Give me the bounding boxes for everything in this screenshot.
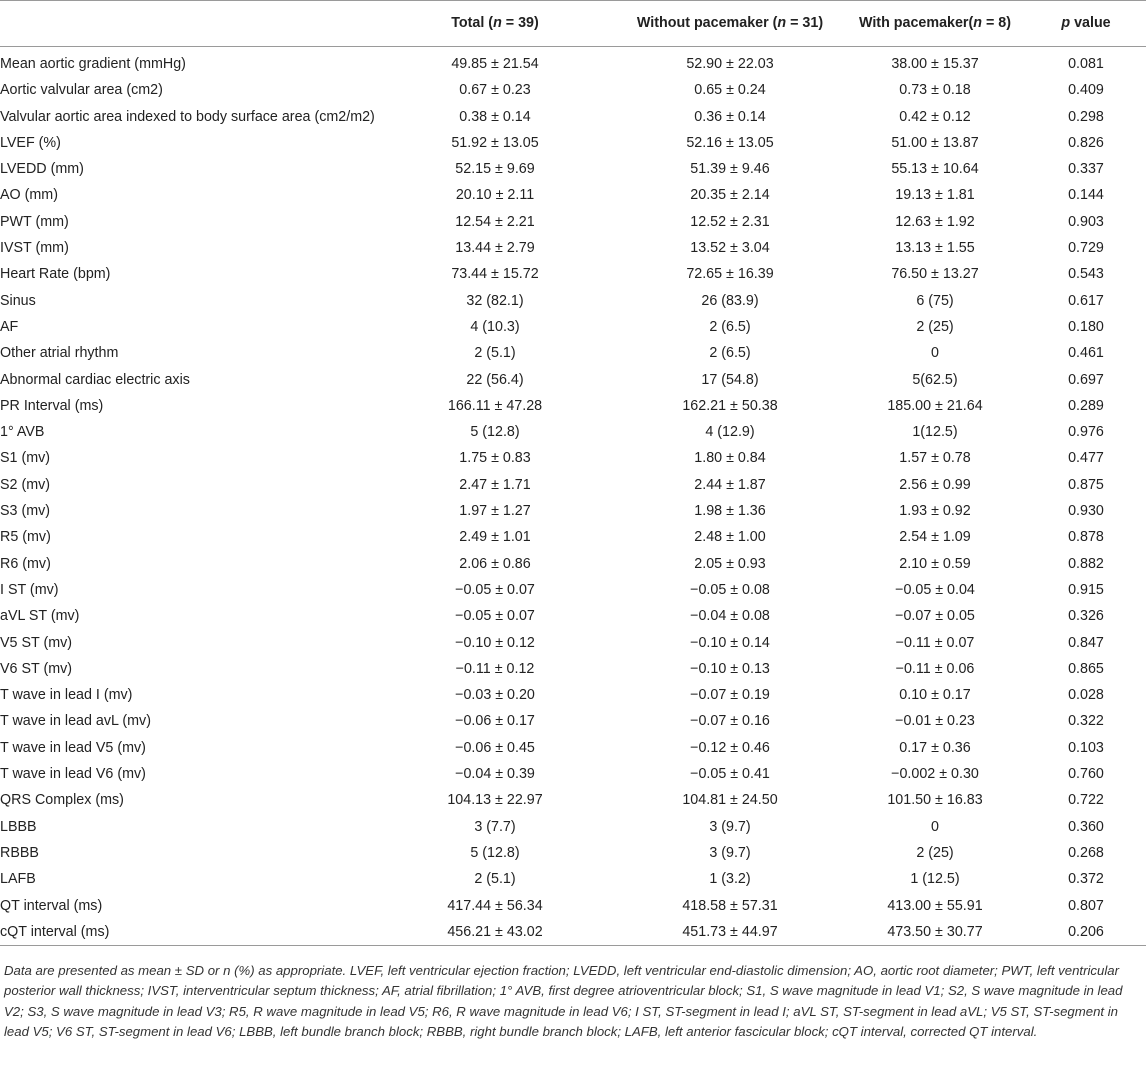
cell-without-pacemaker: 12.52 ± 2.31 bbox=[690, 213, 770, 230]
cell-total: 13.44 ± 2.79 bbox=[455, 240, 535, 257]
cell-with-pacemaker: 76.50 ± 13.27 bbox=[891, 266, 979, 283]
cell-p-value: 0.180 bbox=[1068, 318, 1104, 335]
cell-with-pacemaker: −0.01 ± 0.23 bbox=[895, 713, 975, 730]
table-row bbox=[0, 814, 1146, 840]
cell-without-pacemaker: 72.65 ± 16.39 bbox=[686, 266, 774, 283]
cell-without-pacemaker: 13.52 ± 3.04 bbox=[690, 240, 770, 257]
row-label: T wave in lead V5 (mv) bbox=[0, 739, 146, 756]
cell-total: 20.10 ± 2.11 bbox=[455, 187, 535, 204]
cell-total: 0.67 ± 0.23 bbox=[459, 82, 531, 99]
row-label: IVST (mm) bbox=[0, 240, 69, 257]
table-row bbox=[0, 472, 1146, 498]
header-total: Total (n = 39) bbox=[451, 15, 539, 31]
cell-total: 22 (56.4) bbox=[466, 371, 524, 388]
row-label: AO (mm) bbox=[0, 187, 58, 204]
header-with-pacemaker: With pacemaker(n = 8) bbox=[858, 15, 1012, 31]
table-row bbox=[0, 77, 1146, 103]
cell-p-value: 0.903 bbox=[1068, 213, 1104, 230]
cell-without-pacemaker: 4 (12.9) bbox=[705, 424, 755, 441]
cell-p-value: 0.976 bbox=[1068, 424, 1104, 441]
row-label: AF bbox=[0, 318, 19, 335]
row-label: Mean aortic gradient (mmHg) bbox=[0, 56, 186, 72]
cell-without-pacemaker: −0.04 ± 0.08 bbox=[690, 608, 770, 625]
cell-p-value: 0.722 bbox=[1068, 792, 1104, 809]
cell-p-value: 0.326 bbox=[1068, 608, 1104, 625]
cell-p-value: 0.028 bbox=[1068, 687, 1104, 704]
cell-total: 0.38 ± 0.14 bbox=[459, 108, 531, 125]
cell-without-pacemaker: 20.35 ± 2.14 bbox=[690, 187, 770, 204]
table-row bbox=[0, 735, 1146, 761]
row-label: RBBB bbox=[0, 844, 39, 861]
cell-with-pacemaker: 13.13 ± 1.55 bbox=[895, 240, 975, 257]
table-row bbox=[0, 630, 1146, 656]
cell-with-pacemaker: 185.00 ± 21.64 bbox=[887, 397, 983, 414]
cell-p-value: 0.409 bbox=[1068, 82, 1104, 99]
cell-with-pacemaker: 0 bbox=[931, 818, 939, 835]
cell-total: −0.05 ± 0.07 bbox=[455, 581, 535, 598]
table-row bbox=[0, 682, 1146, 708]
cell-with-pacemaker: 2.54 ± 1.09 bbox=[899, 529, 971, 546]
cell-total: 3 (7.7) bbox=[474, 818, 516, 835]
cell-without-pacemaker: −0.05 ± 0.08 bbox=[690, 581, 770, 598]
cell-p-value: 0.337 bbox=[1068, 161, 1104, 178]
cell-p-value: 0.206 bbox=[1068, 923, 1104, 940]
cell-p-value: 0.081 bbox=[1068, 56, 1104, 72]
cell-without-pacemaker: 2 (6.5) bbox=[709, 318, 751, 335]
row-label: LVEDD (mm) bbox=[0, 161, 84, 178]
cell-total: 5 (12.8) bbox=[470, 844, 520, 861]
cell-total: −0.03 ± 0.20 bbox=[455, 687, 535, 704]
cell-total: 73.44 ± 15.72 bbox=[451, 266, 539, 283]
cell-with-pacemaker: 12.63 ± 1.92 bbox=[895, 213, 975, 230]
table-row bbox=[0, 577, 1146, 603]
cell-with-pacemaker: 2.56 ± 0.99 bbox=[899, 476, 971, 493]
cell-p-value: 0.875 bbox=[1068, 476, 1104, 493]
cell-total: 4 (10.3) bbox=[470, 318, 520, 335]
table-row bbox=[0, 288, 1146, 314]
cell-p-value: 0.930 bbox=[1068, 503, 1104, 520]
table-row bbox=[0, 893, 1146, 919]
row-label: LVEF (%) bbox=[0, 134, 61, 151]
row-label: Abnormal cardiac electric axis bbox=[0, 371, 190, 388]
cell-p-value: 0.697 bbox=[1068, 371, 1104, 388]
cell-total: −0.06 ± 0.45 bbox=[455, 739, 535, 756]
cell-with-pacemaker: 1 (12.5) bbox=[910, 871, 960, 888]
table-row bbox=[0, 919, 1146, 946]
table-row bbox=[0, 261, 1146, 287]
cell-p-value: 0.617 bbox=[1068, 292, 1104, 309]
cell-with-pacemaker: 55.13 ± 10.64 bbox=[891, 161, 979, 178]
cell-p-value: 0.847 bbox=[1068, 634, 1104, 651]
cell-with-pacemaker: 6 (75) bbox=[916, 292, 954, 309]
row-label: LAFB bbox=[0, 871, 36, 888]
table-row bbox=[0, 156, 1146, 182]
cell-without-pacemaker: 2.48 ± 1.00 bbox=[694, 529, 766, 546]
cell-without-pacemaker: −0.07 ± 0.16 bbox=[690, 713, 770, 730]
cell-total: −0.11 ± 0.12 bbox=[455, 660, 535, 677]
row-label: Aortic valvular area (cm2) bbox=[0, 82, 163, 99]
cell-total: 456.21 ± 43.02 bbox=[447, 923, 543, 940]
row-label: I ST (mv) bbox=[0, 581, 59, 598]
row-label: R5 (mv) bbox=[0, 529, 51, 546]
cell-without-pacemaker: 1 (3.2) bbox=[709, 871, 751, 888]
cell-p-value: 0.807 bbox=[1068, 897, 1104, 914]
cell-without-pacemaker: −0.05 ± 0.41 bbox=[690, 766, 770, 783]
row-label: Other atrial rhythm bbox=[0, 345, 119, 362]
cell-total: 417.44 ± 56.34 bbox=[447, 897, 543, 914]
cell-with-pacemaker: 51.00 ± 13.87 bbox=[891, 134, 979, 151]
cell-p-value: 0.865 bbox=[1068, 660, 1104, 677]
row-label: V6 ST (mv) bbox=[0, 660, 73, 677]
cell-total: 2.06 ± 0.86 bbox=[459, 555, 531, 572]
cell-p-value: 0.760 bbox=[1068, 766, 1104, 783]
cell-without-pacemaker: 2 (6.5) bbox=[709, 345, 751, 362]
row-label: cQT interval (ms) bbox=[0, 923, 110, 940]
table-row bbox=[0, 498, 1146, 524]
cell-p-value: 0.322 bbox=[1068, 713, 1104, 730]
cell-with-pacemaker: 2 (25) bbox=[916, 844, 954, 861]
table-row bbox=[0, 761, 1146, 787]
cell-p-value: 0.543 bbox=[1068, 266, 1104, 283]
cell-without-pacemaker: 52.90 ± 22.03 bbox=[686, 56, 774, 72]
table-row bbox=[0, 235, 1146, 261]
cell-p-value: 0.360 bbox=[1068, 818, 1104, 835]
table-row bbox=[0, 551, 1146, 577]
cell-with-pacemaker: 0.73 ± 0.18 bbox=[899, 82, 971, 99]
table-row bbox=[0, 367, 1146, 393]
cell-total: 104.13 ± 22.97 bbox=[447, 792, 543, 809]
header-without-pacemaker: Without pacemaker (n = 31) bbox=[636, 15, 824, 31]
cell-with-pacemaker: 0.17 ± 0.36 bbox=[899, 739, 971, 756]
cell-with-pacemaker: 2 (25) bbox=[916, 318, 954, 335]
cell-p-value: 0.729 bbox=[1068, 240, 1104, 257]
cell-with-pacemaker: −0.11 ± 0.06 bbox=[895, 660, 975, 677]
cell-with-pacemaker: 1.93 ± 0.92 bbox=[899, 503, 971, 520]
cell-total: 12.54 ± 2.21 bbox=[455, 213, 535, 230]
table-row bbox=[0, 445, 1146, 471]
row-label: aVL ST (mv) bbox=[0, 608, 80, 625]
row-label: 1° AVB bbox=[0, 424, 45, 441]
cell-without-pacemaker: 162.21 ± 50.38 bbox=[682, 397, 778, 414]
row-label: Sinus bbox=[0, 292, 36, 309]
cell-total: −0.06 ± 0.17 bbox=[455, 713, 535, 730]
cell-with-pacemaker: 1.57 ± 0.78 bbox=[899, 450, 971, 467]
cell-total: 32 (82.1) bbox=[466, 292, 524, 309]
row-label: S2 (mv) bbox=[0, 476, 51, 493]
cell-with-pacemaker: −0.002 ± 0.30 bbox=[891, 766, 979, 783]
cell-without-pacemaker: −0.12 ± 0.46 bbox=[690, 739, 770, 756]
cell-without-pacemaker: −0.07 ± 0.19 bbox=[690, 687, 770, 704]
cell-p-value: 0.103 bbox=[1068, 739, 1104, 756]
cell-total: 166.11 ± 47.28 bbox=[447, 397, 543, 414]
cell-p-value: 0.477 bbox=[1068, 450, 1104, 467]
cell-total: 1.75 ± 0.83 bbox=[459, 450, 531, 467]
cell-with-pacemaker: 38.00 ± 15.37 bbox=[891, 56, 979, 72]
table-row bbox=[0, 393, 1146, 419]
cell-with-pacemaker: 0.10 ± 0.17 bbox=[899, 687, 971, 704]
cell-without-pacemaker: 26 (83.9) bbox=[701, 292, 759, 309]
cell-total: 1.97 ± 1.27 bbox=[459, 503, 531, 520]
row-label: PWT (mm) bbox=[0, 213, 69, 230]
cell-total: 2 (5.1) bbox=[474, 871, 516, 888]
header-p-value: p value bbox=[1061, 15, 1111, 31]
row-label: R6 (mv) bbox=[0, 555, 51, 572]
cell-without-pacemaker: 451.73 ± 44.97 bbox=[682, 923, 778, 940]
cell-with-pacemaker: 19.13 ± 1.81 bbox=[895, 187, 975, 204]
cell-without-pacemaker: 52.16 ± 13.05 bbox=[686, 134, 774, 151]
cell-with-pacemaker: 0.42 ± 0.12 bbox=[899, 108, 971, 125]
cell-without-pacemaker: 1.98 ± 1.36 bbox=[694, 503, 766, 520]
cell-without-pacemaker: 17 (54.8) bbox=[701, 371, 759, 388]
row-label: V5 ST (mv) bbox=[0, 634, 73, 651]
cell-with-pacemaker: −0.11 ± 0.07 bbox=[895, 634, 975, 651]
table-row bbox=[0, 787, 1146, 813]
cell-without-pacemaker: 104.81 ± 24.50 bbox=[682, 792, 778, 809]
table-header bbox=[0, 1, 1146, 47]
cell-without-pacemaker: 0.36 ± 0.14 bbox=[694, 108, 766, 125]
cell-total: −0.05 ± 0.07 bbox=[455, 608, 535, 625]
cell-p-value: 0.289 bbox=[1068, 397, 1104, 414]
table-row bbox=[0, 182, 1146, 208]
cell-with-pacemaker: −0.07 ± 0.05 bbox=[895, 608, 975, 625]
cell-with-pacemaker: 1(12.5) bbox=[912, 424, 958, 441]
row-label: S1 (mv) bbox=[0, 450, 51, 467]
cell-without-pacemaker: 1.80 ± 0.84 bbox=[694, 450, 766, 467]
table-row bbox=[0, 209, 1146, 235]
cell-total: 2.47 ± 1.71 bbox=[459, 476, 531, 493]
row-label: QRS Complex (ms) bbox=[0, 792, 124, 809]
row-label: S3 (mv) bbox=[0, 503, 51, 520]
row-label: Heart Rate (bpm) bbox=[0, 266, 111, 283]
table-row bbox=[0, 130, 1146, 156]
cell-with-pacemaker: 2.10 ± 0.59 bbox=[899, 555, 971, 572]
cell-total: −0.10 ± 0.12 bbox=[455, 634, 535, 651]
cell-without-pacemaker: 2.44 ± 1.87 bbox=[694, 476, 766, 493]
row-label: T wave in lead avL (mv) bbox=[0, 713, 151, 730]
cell-with-pacemaker: 473.50 ± 30.77 bbox=[887, 923, 983, 940]
table-row bbox=[0, 603, 1146, 629]
cell-with-pacemaker: −0.05 ± 0.04 bbox=[895, 581, 975, 598]
row-label: T wave in lead I (mv) bbox=[0, 687, 133, 704]
cell-p-value: 0.298 bbox=[1068, 108, 1104, 125]
row-label: T wave in lead V6 (mv) bbox=[0, 766, 146, 783]
cell-total: −0.04 ± 0.39 bbox=[455, 766, 535, 783]
cell-without-pacemaker: 3 (9.7) bbox=[709, 818, 751, 835]
table-row bbox=[0, 866, 1146, 892]
cell-with-pacemaker: 5(62.5) bbox=[912, 371, 958, 388]
cell-without-pacemaker: 0.65 ± 0.24 bbox=[694, 82, 766, 99]
cell-p-value: 0.826 bbox=[1068, 134, 1104, 151]
cell-without-pacemaker: 51.39 ± 9.46 bbox=[690, 161, 770, 178]
cell-total: 52.15 ± 9.69 bbox=[455, 161, 535, 178]
row-label: PR Interval (ms) bbox=[0, 397, 104, 414]
cell-p-value: 0.915 bbox=[1068, 581, 1104, 598]
cell-without-pacemaker: −0.10 ± 0.13 bbox=[690, 660, 770, 677]
table-row bbox=[0, 340, 1146, 366]
cell-total: 2 (5.1) bbox=[474, 345, 516, 362]
cell-p-value: 0.144 bbox=[1068, 187, 1104, 204]
cell-p-value: 0.882 bbox=[1068, 555, 1104, 572]
cell-without-pacemaker: 2.05 ± 0.93 bbox=[694, 555, 766, 572]
cell-total: 5 (12.8) bbox=[470, 424, 520, 441]
header-row bbox=[0, 1, 1146, 47]
cell-total: 51.92 ± 13.05 bbox=[451, 134, 539, 151]
cell-without-pacemaker: −0.10 ± 0.14 bbox=[690, 634, 770, 651]
cell-without-pacemaker: 418.58 ± 57.31 bbox=[682, 897, 778, 914]
cell-with-pacemaker: 413.00 ± 55.91 bbox=[887, 897, 983, 914]
cell-with-pacemaker: 101.50 ± 16.83 bbox=[887, 792, 983, 809]
row-label: Valvular aortic area indexed to body surface area (cm2/m2) bbox=[0, 108, 375, 125]
table-row bbox=[0, 708, 1146, 734]
table-row bbox=[0, 524, 1146, 550]
table-row bbox=[0, 314, 1146, 340]
table-footnote: Data are presented as mean ± SD or n (%) as appropriate. LVEF, left ventricular ejection fraction; LVEDD, left ventricular end-diastolic dimension; AO, aortic root diameter; PWT, left ventricular posterior wall thickness; IVST, interventricular septum thickness; AF, atrial fibrillation; 1° AVB, first degree atrioventricular block; S1, S wave magnitude in lead V1; S2, S wave magnitude in lead V2; S3, S wave magnitude in lead V3; R5, R wave magnitude in lead V5; R6, R wave magnitude in lead V6; I ST, ST-segment in lead I; aVL ST, ST-segment in lead aVL; V5 ST, ST-segment in lead V5; V6 ST, ST-segment in lead V6; LBBB, left bundle branch block; RBBB, right bundle branch block; LAFB, left anterior fascicular block; cQT interval, corrected QT interval. bbox=[4, 963, 1123, 1040]
table-row bbox=[0, 840, 1146, 866]
cell-p-value: 0.461 bbox=[1068, 345, 1104, 362]
table-row bbox=[0, 47, 1146, 78]
cell-without-pacemaker: 3 (9.7) bbox=[709, 844, 751, 861]
header-label bbox=[0, 1, 374, 47]
table-row bbox=[0, 104, 1146, 130]
cell-total: 2.49 ± 1.01 bbox=[459, 529, 531, 546]
table-body bbox=[0, 47, 1146, 946]
cell-p-value: 0.268 bbox=[1068, 844, 1104, 861]
row-label: LBBB bbox=[0, 818, 37, 835]
cell-p-value: 0.878 bbox=[1068, 529, 1104, 546]
cell-with-pacemaker: 0 bbox=[931, 345, 939, 362]
cell-total: 49.85 ± 21.54 bbox=[451, 56, 539, 72]
row-label: QT interval (ms) bbox=[0, 897, 103, 914]
table-row bbox=[0, 656, 1146, 682]
table-row bbox=[0, 419, 1146, 445]
cell-p-value: 0.372 bbox=[1068, 871, 1104, 888]
